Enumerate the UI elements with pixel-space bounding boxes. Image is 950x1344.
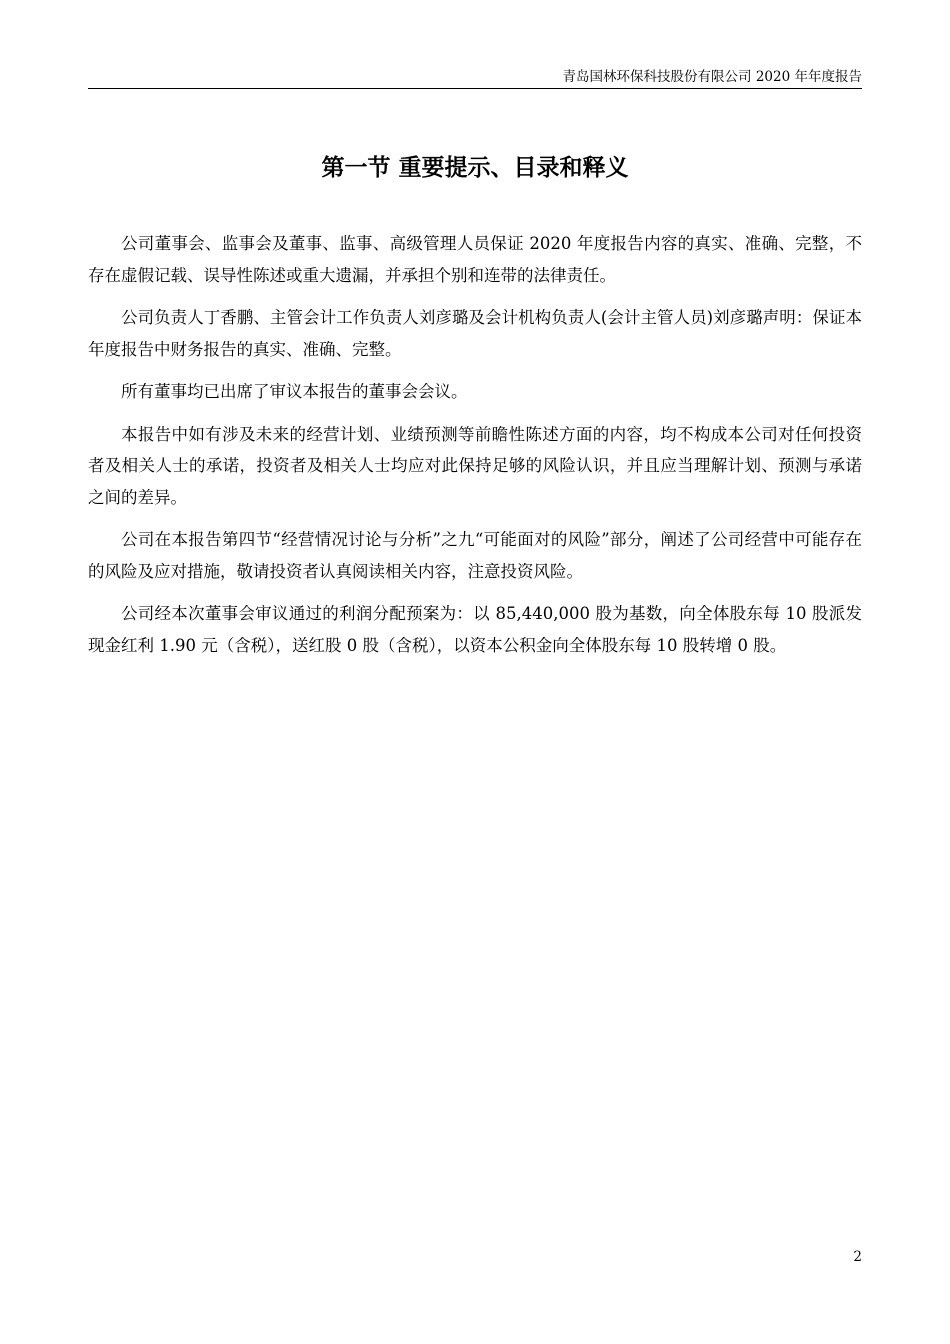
page-header bbox=[88, 66, 862, 89]
paragraph-executives-declaration: 公司负责人丁香鹏、主管会计工作负责人刘彦璐及会计机构负责人(会计主管人员)刘彦璐声明：保证本年度报告中财务报告的真实、准确、完整。 bbox=[88, 308, 862, 359]
paragraph-board-attendance: 所有董事均已出席了审议本报告的董事会会议。 bbox=[121, 382, 468, 401]
section-title: 第一节 重要提示、目录和释义 bbox=[321, 154, 629, 181]
body-content bbox=[88, 228, 862, 672]
page-number: 2 bbox=[853, 1249, 862, 1265]
paragraph-profit-distribution: 公司经本次董事会审议通过的利润分配预案为：以 85,440,000 股为基数，向全体股东每 10 股派发现金红利 1.90 元（含税），送红股 0 股（含税），以资本公积金向全体股东每 10 股转增 0 股。 bbox=[88, 604, 862, 655]
paragraph-risk-notice: 公司在本报告第四节“经营情况讨论与分析”之九“可能面对的风险”部分，阐述了公司经营中可能存在的风险及应对措施，敬请投资者认真阅读相关内容，注意投资风险。 bbox=[88, 530, 862, 581]
paragraph-forward-looking: 本报告中如有涉及未来的经营计划、业绩预测等前瞻性陈述方面的内容，均不构成本公司对任何投资者及相关人士的承诺，投资者及相关人士均应对此保持足够的风险认识，并且应当理解计划、预测与承诺之间的差异。 bbox=[88, 424, 862, 507]
paragraph-responsibility-statement: 公司董事会、监事会及董事、监事、高级管理人员保证 2020 年度报告内容的真实、准确、完整，不存在虚假记载、误导性陈述或重大遗漏，并承担个别和连带的法律责任。 bbox=[88, 234, 862, 285]
header-title: 青岛国林环保科技股份有限公司 2020 年年度报告 bbox=[562, 69, 862, 85]
